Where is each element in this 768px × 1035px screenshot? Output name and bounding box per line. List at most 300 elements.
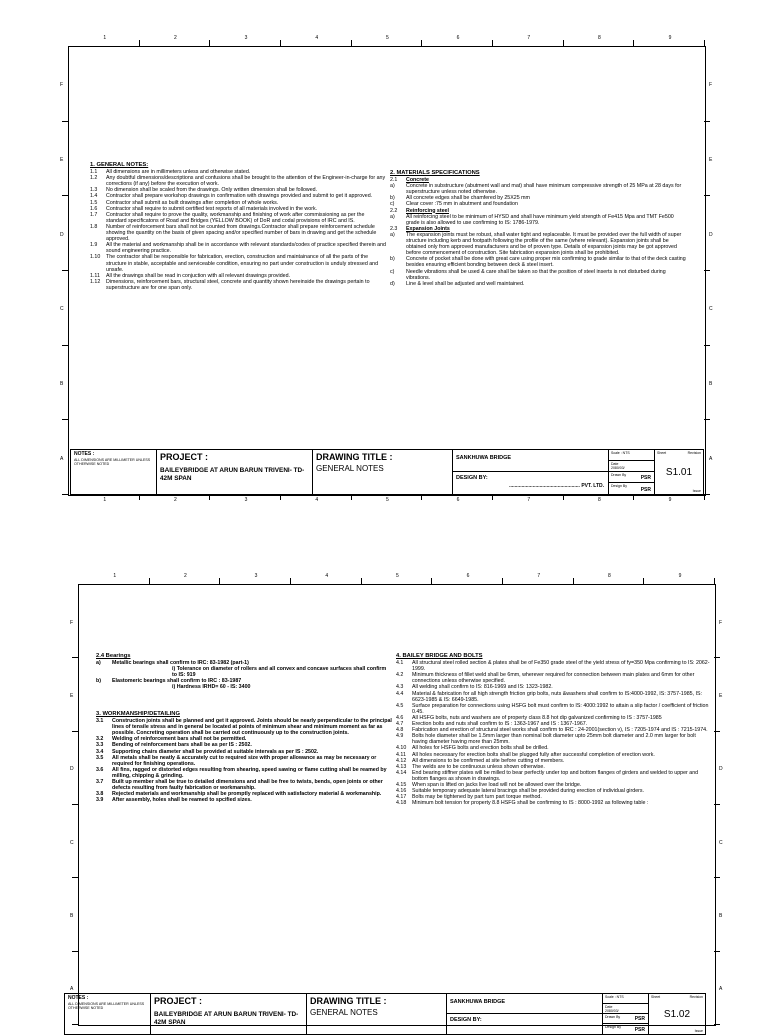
note-number: 3.5: [96, 754, 104, 761]
scale-field: [603, 994, 648, 1004]
column-tick: [502, 578, 503, 584]
note-item: [390, 183, 688, 195]
note-number: 3.6: [96, 766, 104, 773]
column-number: 6: [456, 35, 460, 41]
note-number: 4.9: [396, 733, 404, 740]
sheet-label: Sheet: [657, 451, 667, 455]
note-number: 4.18: [396, 800, 407, 807]
column-tick: [139, 40, 140, 46]
note-number: 3.8: [96, 791, 104, 798]
column-number: 2: [174, 35, 177, 41]
column-tick: [633, 494, 634, 500]
column-tick: [280, 494, 281, 500]
column-tick: [563, 40, 564, 46]
drawn-by-field: [609, 472, 654, 483]
note-item: [396, 660, 712, 672]
row-tick: [62, 345, 68, 346]
column-number: 7: [537, 573, 541, 579]
note-text: Metallic bearings shall confirm to IRC: 83-1982 (part-1): [112, 660, 249, 667]
note-number: [96, 684, 112, 690]
bearings-section: [96, 653, 392, 691]
note-item: [90, 175, 386, 187]
note-text: Material & fabrication for all high strength friction grip bolts, nuts &washers shall confirm to IS:4000-1992, IS: 3757-1985, IS: 6623-1985 & IS: 6649-1985.: [412, 690, 703, 703]
column-number: 3: [244, 35, 248, 41]
row-letter: C: [709, 306, 713, 313]
column-number: 5: [396, 573, 399, 579]
note-item: [396, 770, 712, 782]
note-item: [96, 797, 392, 803]
project-name: BAILEYBRIDGE AT ARUN BARUN TRIVENI- TD-42M SPAN: [160, 467, 305, 482]
row-tick: [72, 1024, 78, 1025]
project-cell: [157, 450, 313, 494]
note-item: [96, 718, 392, 736]
column-tick: [280, 40, 281, 46]
sheet-label: Sheet: [651, 995, 661, 999]
subsection-heading: Concrete: [406, 177, 429, 184]
row-letter: B: [60, 381, 64, 387]
notes-text: ALL DIMENSIONS ARE MILLIMETER UNLESS OTHERWISE NOTED: [74, 458, 151, 467]
note-number: 2.3: [390, 225, 398, 232]
note-text: All structural steel rolled section & plates shall be of Fe350 grade steel of the yield stress of fy=350 Mpa confirming to IS: 2062-1999.: [412, 660, 710, 673]
note-number: a): [96, 660, 101, 667]
column-tick: [421, 494, 422, 500]
note-number: 4.7: [396, 721, 404, 728]
column-number: 9: [678, 573, 682, 579]
column-number: 4: [315, 35, 319, 41]
row-tick: [72, 951, 78, 952]
design-label: Design By: [611, 484, 627, 488]
note-text: Bolts hole diameter shall be 1.5mm larger than nominal bolt diameter upto 25mm bolt diameter and 2.0 mm larger for bolt having diameter having more than 25mm.: [412, 733, 696, 746]
note-text: Suitable temporary adequate lateral bracings shall be provided during erection of individual girders.: [412, 788, 645, 795]
note-text: End bearing stiffner plates will be milled to bear perfectly under top and bottom flanges of girders and welded to upper and bottom flanges as shown in drawings.: [412, 769, 699, 782]
revision-label: Revision: [687, 451, 701, 455]
note-text: All the material and workmanship shall be in accordance with relevant standards/codes of practice specified therein and sound engineering practice.: [106, 242, 387, 255]
column-tick: [290, 578, 291, 584]
drawing-title-label: DRAWING TITLE :: [316, 452, 393, 462]
column-tick: [563, 494, 564, 500]
note-text: Built up member shall be true to detailed dimensions and shall be free to twists, bends, open joints or other defects resulting from faulty fabrication or workmanship.: [112, 779, 383, 792]
drawing-title-cell: [307, 994, 447, 1034]
note-number: 1.12: [90, 278, 101, 285]
row-letter: A: [70, 986, 74, 993]
note-text: Rejected materials and workmanship shall be promptly replaced with satisfactory material & workmanship.: [112, 791, 382, 798]
column-number: 1: [113, 573, 117, 579]
note-text: Minimum thickness of fillet weld shall be 6mm, wherever required for connection between main plates and 6mm for other connections unless otherwise specified.: [412, 672, 695, 685]
note-number: 1.2: [90, 175, 98, 182]
column-number: 4: [325, 573, 329, 579]
note-number: 4.14: [396, 769, 407, 776]
row-tick: [714, 657, 720, 658]
column-number: 2: [174, 497, 177, 503]
note-number: [96, 666, 112, 678]
note-number: a): [390, 231, 395, 238]
row-tick: [72, 657, 78, 658]
project-cell: [151, 994, 307, 1034]
column-number: 5: [386, 497, 389, 503]
column-number: 5: [386, 35, 389, 41]
project-label: PROJECT :: [154, 996, 203, 1006]
row-tick: [62, 195, 68, 196]
date-field: [609, 461, 654, 472]
note-text: Line & level shall be adjusted and well maintained.: [406, 280, 525, 287]
column-number: 6: [456, 497, 460, 503]
note-text: All dimensions are in millimeters unless and otherwise stated.: [106, 169, 251, 176]
note-text: All concrete edges shall be chamfered by 25X25 mm: [406, 195, 530, 202]
drawn-by-field: [603, 1014, 648, 1024]
note-text: Erection bolts and nuts shall confirm to IS : 1363-1967 and IS : 1367-1967.: [412, 721, 588, 728]
note-number: d): [390, 280, 395, 287]
row-tick: [704, 419, 710, 420]
column-tick: [219, 578, 220, 584]
note-item: [90, 254, 386, 272]
date-label: Date: [605, 1005, 613, 1009]
column-number: 6: [466, 573, 470, 579]
note-text: Concrete of pocket shall be done with great care using proper mix confirming to grade similar to that of the deck casting besides ensuring efficient bonding between deck & steel insert.: [406, 256, 686, 269]
row-letter: F: [709, 82, 713, 89]
client-cell: [453, 450, 609, 494]
scale-label: Scale : NTS: [611, 451, 630, 455]
note-number: 1.4: [90, 193, 98, 200]
note-number: 4.6: [396, 714, 404, 721]
note-number: 4.12: [396, 757, 407, 764]
note-number: c): [390, 268, 395, 275]
note-item: [390, 256, 688, 268]
note-number: 4.5: [396, 702, 404, 709]
note-text: Supporting chairs diameter shall be provided at suitable intervals as per IS : 2502.: [112, 748, 319, 755]
section-title: 2. MATERIALS SPECIFICATIONS: [390, 170, 480, 176]
row-letter: D: [709, 231, 713, 238]
row-letter: F: [70, 619, 74, 626]
note-text: Contractor shall require to submit certified test reports of all materials involved in the work.: [106, 205, 318, 212]
note-number: 1.9: [90, 242, 98, 249]
note-text: Any doubtful dimensions/descriptions and confusions shall be brought to the attention of the Engineer-in-charge for any corrections (if any) before the execution of work.: [106, 175, 386, 188]
row-letter: B: [70, 913, 74, 919]
column-tick: [492, 40, 493, 46]
note-text: Concrete in substructure (abutment wall and mat) shall have minimum compressive strength of 25 MPa at 28 days for superstructure unless noted otherwise.: [406, 183, 682, 196]
row-letter: E: [70, 693, 74, 699]
note-number: 4.16: [396, 788, 407, 795]
note-item: [390, 232, 688, 256]
note-item: [90, 212, 386, 224]
column-tick: [361, 578, 362, 584]
note-number: 4.13: [396, 763, 407, 770]
drawing-sheet-2: [0, 528, 768, 1033]
client-name: SANKHUWA BRIDGE: [453, 450, 608, 472]
row-letter: F: [719, 619, 723, 626]
column-tick: [573, 578, 574, 584]
column-number: 3: [244, 497, 248, 503]
sheet-number: S1.02: [663, 1008, 691, 1020]
note-text: All metals shall be neatly & accurately cut to required size with proper allowance as may be necessary or required for finishing operations.: [112, 754, 377, 767]
note-text: All fins, ragged or distorted edges resulting from shearing, speed sawing or flame cutting shall be reamed by milling, chipping & grinding.: [112, 766, 387, 779]
materials-spec-section: [390, 170, 688, 287]
note-number: 3.4: [96, 748, 104, 755]
notes-label: NOTES :: [74, 451, 95, 457]
note-text: Fabrication and erection of structural steel works shall confirm to IRC : 24-2001(section v), IS : 7205-1974 and IS : 7215-1974.: [412, 727, 708, 734]
design-by-label: DESIGN BY:: [456, 475, 488, 481]
general-notes-section: [90, 162, 386, 291]
note-number: b): [390, 195, 395, 202]
note-item: [90, 242, 386, 254]
row-tick: [704, 195, 710, 196]
row-letter: C: [60, 306, 64, 313]
note-item: [396, 703, 712, 715]
row-letter: D: [70, 766, 74, 773]
column-number: 1: [103, 35, 107, 41]
note-number: 1.3: [90, 187, 98, 194]
column-tick: [633, 40, 634, 46]
row-tick: [714, 731, 720, 732]
note-text: Bolts may be tightened by part turn part torque method.: [412, 794, 542, 801]
notes-cell: [65, 994, 151, 1034]
scale-label: Scale : NTS: [605, 995, 624, 999]
row-tick: [704, 494, 710, 495]
column-number: 9: [668, 35, 672, 41]
row-tick: [704, 121, 710, 122]
design-label: Design By: [605, 1025, 621, 1029]
drawing-title-cell: [313, 450, 453, 494]
column-number: 8: [608, 573, 611, 579]
bailey-bridge-bolts-section: [396, 653, 712, 806]
drawn-label: Drawn By: [605, 1015, 621, 1019]
note-number: 4.11: [396, 751, 406, 758]
row-tick: [714, 804, 720, 805]
section-title: 3. WORKMANSHIP/DETAILING: [96, 711, 180, 717]
row-letter: A: [719, 986, 723, 993]
note-number: 3.7: [96, 779, 104, 786]
note-text: Surface preparation for connections using HSFG bolt must confirm to IS: 4000:1992 to attain a slip factor / coefficient of friction 0.45.: [412, 702, 709, 715]
note-number: 3.2: [96, 736, 104, 743]
sheet-footer: [655, 488, 703, 494]
subsection-heading: Reinforcing steel: [406, 207, 449, 214]
note-number: 4.8: [396, 727, 404, 734]
issue-label: Issue: [692, 489, 701, 493]
notes-cell: [71, 450, 157, 494]
note-text: The contractor shall be responsible for fabrication, erection, construction and maintainance of all the parts of the structure in stable, acceptable and serviceable condition, ensuring no part under construction is unduly stressed and unsafe.: [106, 254, 379, 273]
title-block: [70, 449, 704, 495]
note-text: After assembly, holes shall be reamed to spcified sizes.: [112, 797, 252, 804]
design-value: PSR: [640, 487, 651, 493]
note-number: 2.2: [390, 207, 398, 214]
note-number: 1.10: [90, 254, 101, 261]
row-tick: [714, 1024, 720, 1025]
note-number: 4.3: [396, 684, 404, 691]
note-text: All HSFG bolts, nuts and washers are of property class 8.8 hot dip galvanized confirming to IS : 3757-1985: [412, 714, 662, 721]
note-text: The expansion joints must be robust, shall water tight and replaceable. It must be provided over the full width of super structure including kerb and footpath following the profile of the same (where relevant). Expansion joints shall be obtained only from approved manufacturers and be of proven type. Details of expansion joints may be got approved before commencement of construction. Site fabrication expansion joints shall be prohibited.: [406, 231, 682, 257]
row-tick: [72, 731, 78, 732]
note-item: [396, 691, 712, 703]
column-tick: [149, 578, 150, 584]
drawing-sheet-1: [0, 0, 768, 503]
project-name: BAILEYBRIDGE AT ARUN BARUN TRIVENI- TD-42M SPAN: [154, 1011, 299, 1026]
row-letter: E: [719, 693, 723, 699]
note-item: [390, 214, 688, 226]
section-title: 4. BAILEY BRIDGE AND BOLTS: [396, 653, 483, 659]
workmanship-section: [96, 711, 392, 803]
row-letter: D: [719, 766, 723, 773]
column-tick: [209, 40, 210, 46]
row-letter: F: [60, 82, 64, 89]
title-block: [64, 993, 706, 1035]
project-label: PROJECT :: [160, 452, 209, 462]
sheet-number-cell: [649, 994, 705, 1034]
row-tick: [714, 951, 720, 952]
issue-label: Issue: [694, 1029, 703, 1033]
note-text: Contractor shall prepare workshop drawings in confirmation with drawings provided and submit to get it approved.: [106, 193, 373, 200]
design-by-cell: [447, 1014, 602, 1034]
note-number: 1.7: [90, 211, 98, 218]
note-text: All holes necessary for erection bolts shall be plugged fully after successful completion of erection work.: [412, 751, 655, 758]
column-number: 8: [598, 497, 601, 503]
note-item: [396, 800, 712, 806]
note-item: [96, 684, 392, 690]
note-text: Number of reinforcement bars shall not be counted from drawings.Contractor shall prepare reinforcement schedule showing the quantity on the basis of given spacing and/or specified number of bars in drawing and get the schedule approved.: [106, 223, 377, 243]
client-name: SANKHUWA BRIDGE: [447, 994, 602, 1014]
row-letter: D: [60, 231, 64, 238]
drawing-title: GENERAL NOTES: [310, 1008, 378, 1017]
row-letter: E: [60, 157, 64, 163]
column-tick: [351, 494, 352, 500]
note-item: [390, 281, 688, 287]
row-letter: C: [70, 839, 74, 846]
note-number: 4.2: [396, 672, 404, 679]
column-tick: [421, 40, 422, 46]
note-item: [396, 733, 712, 745]
column-tick: [351, 40, 352, 46]
sheet-footer: [649, 1028, 705, 1034]
note-text: i) Tolerance on diameter of rollers and all convex and concave surfaces shall confirm to IS: 919: [172, 666, 387, 679]
note-item: [96, 755, 392, 767]
note-text: The welds are to be continuous unless shown otherwise.: [412, 763, 545, 770]
sheet-number: S1.01: [665, 466, 693, 478]
notes-label: NOTES :: [68, 995, 89, 1001]
column-number: 1: [103, 497, 107, 503]
note-item: [90, 224, 386, 242]
note-number: 1.1: [90, 169, 98, 176]
column-number: 7: [527, 35, 531, 41]
note-number: 3.3: [96, 742, 104, 749]
column-tick: [492, 494, 493, 500]
design-by-field: [609, 483, 654, 494]
note-text: All welding shall confirm to IS: 816-1969 and IS: 1323-1982.: [412, 684, 553, 691]
sheet-number-cell: [655, 450, 703, 494]
design-by-field: [603, 1024, 648, 1034]
note-item: [90, 279, 386, 291]
note-text: All dimensions to be confirmed at site before cutting of members.: [412, 757, 565, 764]
note-text: Dimensions, reinforcement bars, structural steel, concrete and quantity shown hereinside the drawings pertain to superstructure are for one span only.: [106, 278, 370, 291]
row-tick: [62, 419, 68, 420]
section-title: 2.4 Bearings: [96, 653, 131, 659]
subsection-heading: Expansion Joints: [406, 225, 450, 232]
note-text: i) Hardness IRHD= 60 - IS: 3400: [172, 684, 251, 691]
note-number: a): [390, 213, 395, 220]
note-number: 3.9: [96, 797, 104, 804]
note-item: [396, 672, 712, 684]
column-number: 7: [527, 497, 531, 503]
row-letter: C: [719, 839, 723, 846]
date-value: 2080/03/: [605, 1009, 619, 1013]
column-tick: [643, 578, 644, 584]
scale-field: [609, 450, 654, 461]
note-item: [96, 779, 392, 791]
column-tick: [139, 494, 140, 500]
note-number: 1.6: [90, 205, 98, 212]
note-number: 4.15: [396, 781, 407, 788]
column-number: 2: [184, 573, 187, 579]
note-number: 4.10: [396, 745, 407, 752]
notes-text: ALL DIMENSIONS ARE MILLIMETER UNLESS OTHERWISE NOTED: [68, 1002, 145, 1011]
drawing-title-label: DRAWING TITLE :: [310, 996, 387, 1006]
note-text: Minimum bolt tension for property 8.8 HSFG shall be confirming to IS : 8000-1992 as following table :: [412, 800, 649, 807]
note-item: [96, 767, 392, 779]
column-number: 9: [668, 497, 672, 503]
row-tick: [62, 270, 68, 271]
drawn-label: Drawn By: [611, 473, 627, 477]
column-tick: [704, 40, 705, 46]
note-number: 4.17: [396, 794, 407, 801]
row-letter: A: [709, 455, 713, 462]
note-number: b): [96, 678, 101, 685]
design-by-label: DESIGN BY:: [450, 1017, 482, 1023]
drawn-value: PSR: [640, 475, 651, 481]
note-number: 1.8: [90, 223, 98, 230]
meta-cell: [603, 994, 649, 1034]
note-text: All the drawings shall be read in conjuction with all relevant drawings provided.: [106, 272, 291, 279]
row-tick: [72, 804, 78, 805]
note-text: All holes for HSFG bolts and erection bolts shall be drilled.: [412, 745, 549, 752]
client-cell: [447, 994, 603, 1034]
row-tick: [72, 877, 78, 878]
row-tick: [704, 270, 710, 271]
design-by-cell: [453, 472, 608, 494]
row-tick: [714, 877, 720, 878]
column-number: 8: [598, 35, 601, 41]
column-number: 3: [254, 573, 258, 579]
note-text: Welding of reinforcement bars shall not be permitted.: [112, 736, 247, 743]
note-item: [390, 269, 688, 281]
note-text: Contractor shall submit as built drawings after completion of whole works.: [106, 199, 279, 206]
drawing-title: GENERAL NOTES: [316, 464, 384, 473]
design-value: PSR: [634, 1027, 645, 1033]
note-number: a): [390, 183, 395, 190]
note-text: Contractor shall require to prove the quality, workmanship and finishing of work after commissioning as per the standard specificatons of Road and Bridges (YELLOW BOOK) of DoR and codal provisions of IRC and IS.: [106, 211, 365, 224]
note-text: When span is lifted on jacks live load will not be allowed over the bridge.: [412, 781, 582, 788]
date-label: Date: [611, 462, 619, 466]
column-tick: [431, 578, 432, 584]
note-text: Bending of reinforcement bars shall be as per IS : 2502.: [112, 742, 252, 749]
row-letter: B: [709, 381, 713, 387]
row-tick: [704, 345, 710, 346]
date-value: 2080/03/: [611, 466, 625, 470]
note-number: 1.5: [90, 199, 98, 206]
note-text: No dimension shall be scaled from the drawings. Only written dimension shall be followed.: [106, 187, 318, 194]
note-number: 2.1: [390, 177, 398, 184]
note-number: 4.4: [396, 690, 404, 697]
column-number: 4: [315, 497, 319, 503]
note-item: [96, 666, 392, 678]
note-text: Clear cover :75 mm in abutment and foundation: [406, 201, 518, 208]
date-field: [603, 1004, 648, 1014]
note-number: c): [390, 201, 395, 208]
note-number: 4.1: [396, 660, 404, 667]
note-text: Construction joints shall be planned and get it approved. Joints should be nearly perpendicular to the principal lines of tensile stress and in general be located at points of minimum shear and minimum moment as far as possible. Concreting operation shall be carried out continuously up to the construction joints.: [112, 718, 392, 737]
note-text: Needle vibrations shall be used & care shall be taken so that the position of steel inserts is not disturbed during vibrations.: [406, 268, 666, 281]
note-text: Elastomeric bearings shall confirm to IRC : 83-1987: [112, 678, 242, 685]
note-number: 3.1: [96, 718, 104, 725]
row-tick: [62, 494, 68, 495]
row-tick: [62, 121, 68, 122]
row-letter: A: [60, 455, 64, 462]
